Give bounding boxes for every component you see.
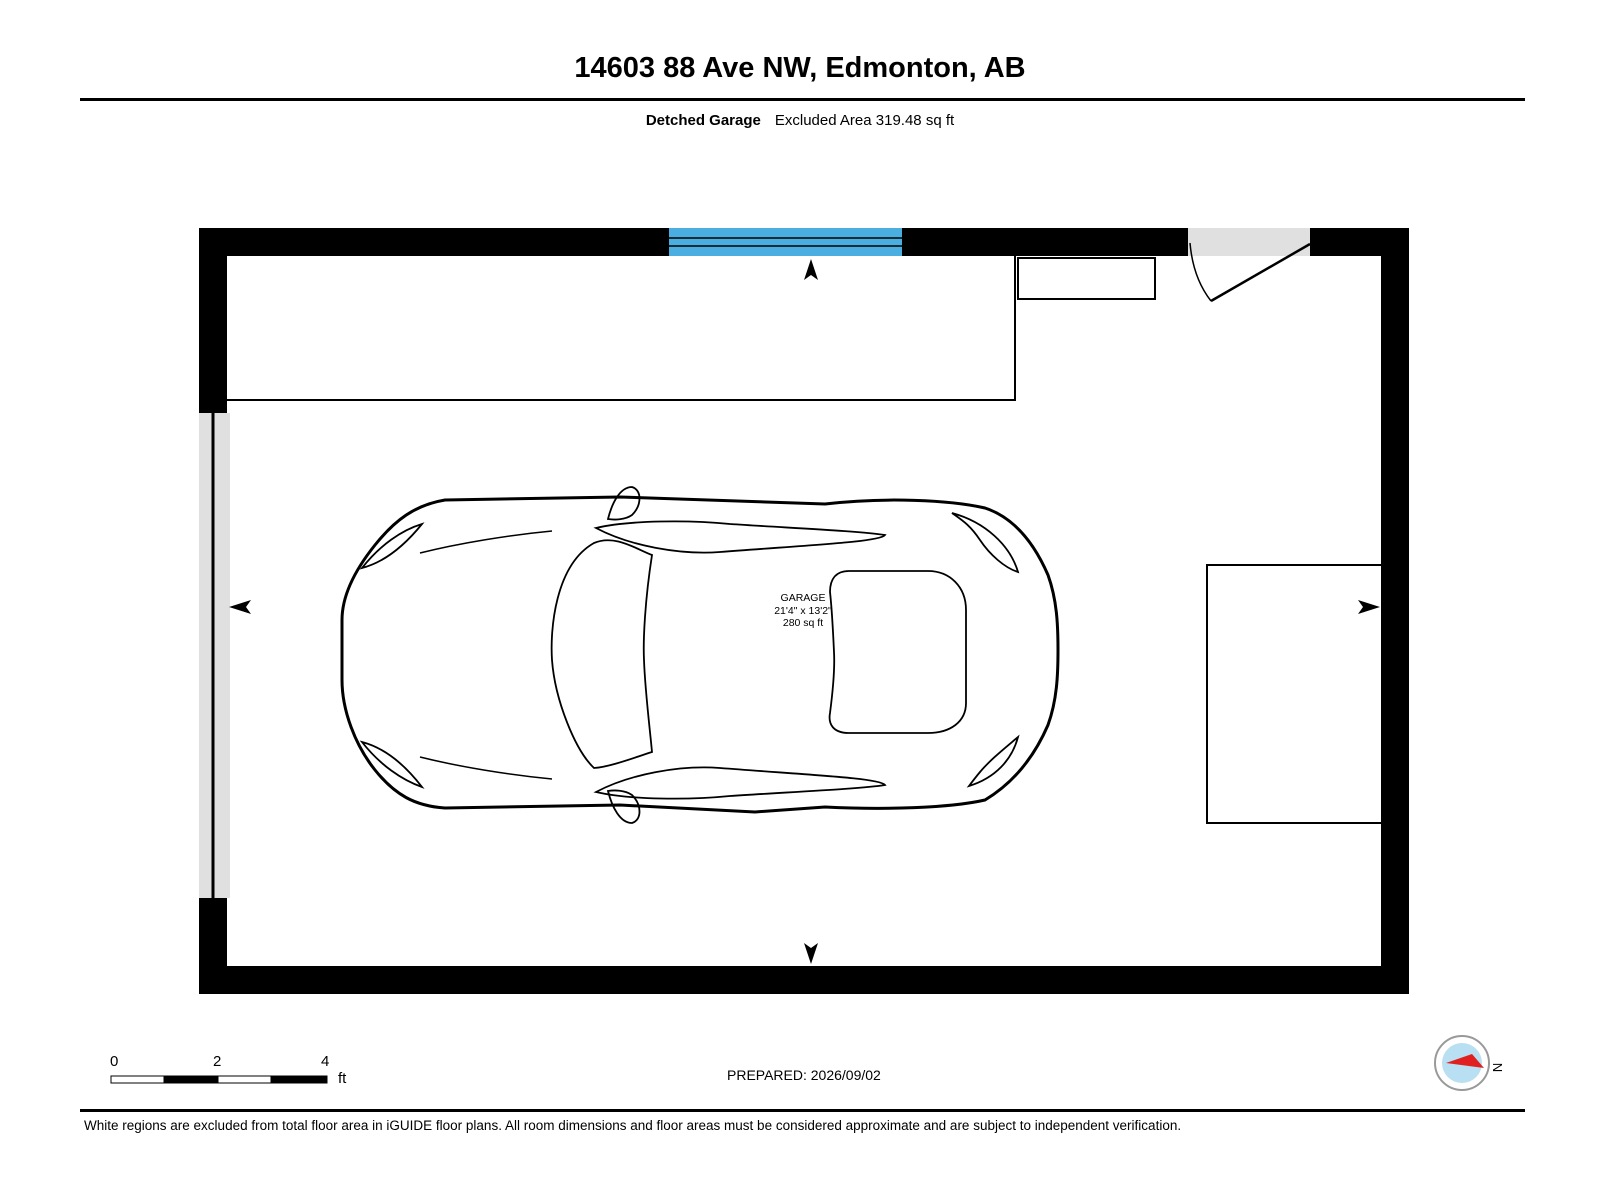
wall-bottom [199,966,1409,994]
scale-tick-2: 2 [213,1053,222,1070]
car-illustration [342,487,1058,823]
garage-door [199,413,230,898]
footer-divider [80,1109,1525,1112]
prepared-date: PREPARED: 2026/09/02 [727,1067,881,1083]
man-door [1188,228,1310,301]
window [669,228,902,256]
disclaimer: White regions are excluded from total floor area in iGUIDE floor plans. All room dimensions and floor areas must be considered approximate and are subject to independent verification. [84,1118,1182,1133]
wall-right [1381,228,1409,994]
page-title: 14603 88 Ave NW, Edmonton, AB [574,52,1026,84]
room-label [763,592,843,630]
wall-left-upper [199,228,227,413]
interior-lines [227,256,1381,823]
compass-icon [1435,1036,1489,1090]
room-dimensions: 21'4" x 13'2" [774,604,832,617]
building-name: Detched Garage [645,112,761,129]
excluded-area: Excluded Area 319.48 sq ft [774,112,955,129]
room-name: GARAGE [780,592,826,604]
wall-top-left [199,228,669,256]
wall-left-lower [199,898,227,994]
room-area: 280 sq ft [782,617,824,629]
wall-top-middle [902,228,1188,256]
scale-tick-4: 4 [321,1053,330,1070]
scale-bar [111,1076,327,1083]
scale-tick-0: 0 [110,1053,119,1070]
compass-north-label: N [1490,1062,1506,1073]
scale-unit: ft [338,1070,347,1087]
